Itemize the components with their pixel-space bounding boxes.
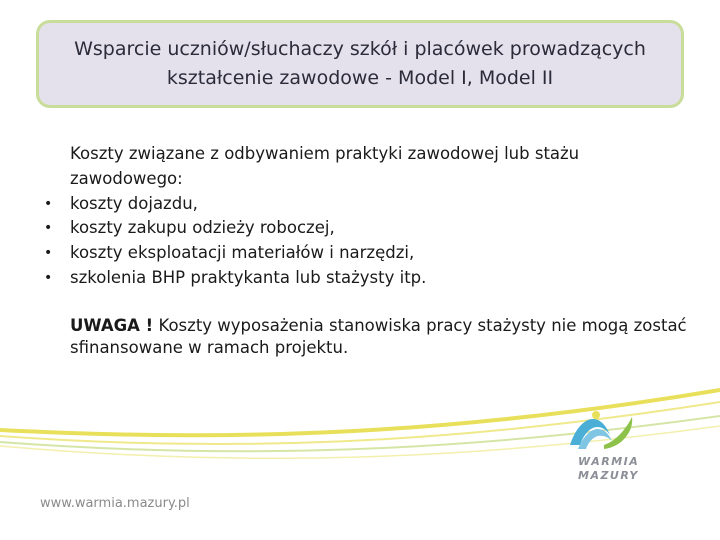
bullet-icon: •	[44, 220, 53, 237]
list-item-text: koszty zakupu odzieży roboczej,	[70, 218, 335, 238]
slide-content	[44, 142, 690, 359]
bullet-icon: •	[44, 269, 53, 286]
warning-label: UWAGA !	[70, 315, 154, 335]
list-item-text: koszty dojazdu,	[70, 193, 198, 213]
bullet-icon: •	[44, 245, 53, 262]
warmia-mazury-logo-icon	[560, 405, 650, 455]
slide-title-line-2: kształcenie zawodowe - Model I, Model II	[166, 67, 554, 89]
list-item-text: szkolenia BHP praktykanta lub stażysty itp.	[70, 267, 427, 287]
warning-note	[70, 315, 690, 359]
list-item	[44, 266, 690, 291]
logo-line-2: MAZURY	[578, 469, 639, 482]
list-item	[44, 192, 690, 217]
slide-title-line-1: Wsparcie uczniów/słuchaczy szkół i placówek prowadzących	[74, 38, 646, 60]
logo-line-1: WARMIA	[578, 455, 640, 468]
title-box	[36, 20, 684, 108]
list-item	[44, 216, 690, 241]
list-item-text: koszty eksploatacji materiałów i narzędzi,	[70, 243, 415, 263]
logo-text	[578, 455, 639, 483]
intro-text: Koszty związane z odbywaniem praktyki zawodowej lub stażu zawodowego:	[70, 144, 580, 188]
warning-text: Koszty wyposażenia stanowiska pracy stażysty nie mogą zostać sfinansowane w ramach projektu.	[70, 315, 687, 357]
list-item	[44, 241, 690, 266]
footer-url: www.warmia.mazury.pl	[40, 496, 190, 511]
bullet-icon: •	[44, 195, 53, 212]
cost-list	[44, 192, 690, 291]
